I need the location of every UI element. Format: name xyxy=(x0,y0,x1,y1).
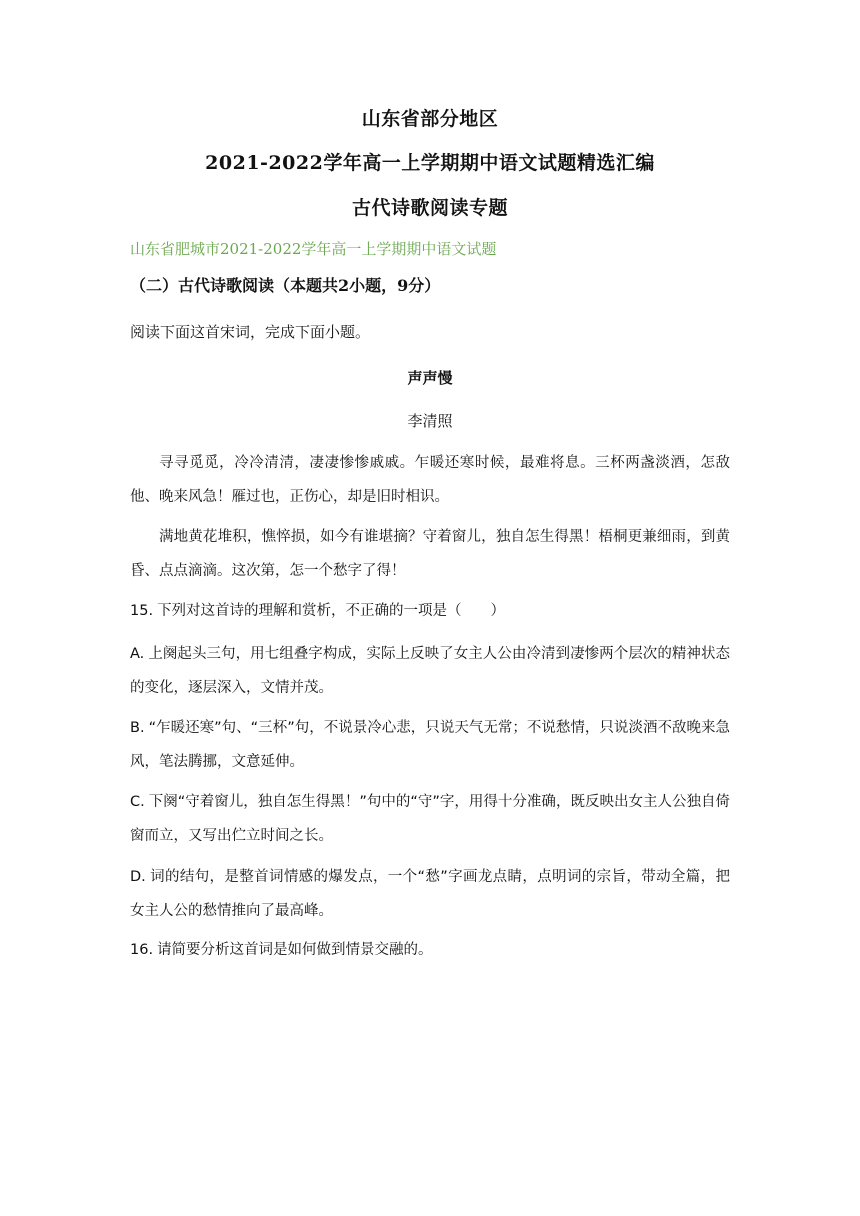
question-15 xyxy=(130,594,730,628)
poem-title: 声声慢 xyxy=(407,369,453,387)
document-title-line3: 古代诗歌阅读专题 xyxy=(351,197,508,219)
option-a xyxy=(130,637,730,705)
option-text: 上阕起头三句，用七组叠字构成，实际上反映了女主人公由冷清到凄惨两个层次的精神状态的变化，逐层深入，文情并茂。 xyxy=(130,646,730,696)
source-label: 山东省肥城市2021-2022学年高一上学期期中语文试题 xyxy=(130,240,497,258)
option-d xyxy=(130,860,730,928)
option-label: A. xyxy=(130,646,145,662)
question-16 xyxy=(130,933,730,967)
option-c xyxy=(130,785,730,853)
option-label: B. xyxy=(130,720,145,736)
question-number: 16. xyxy=(130,942,154,958)
option-text: “乍暖还寒”句、“三杯”句，不说景冷心悲，只说天气无常；不说愁情，只说淡酒不敌晚来急风，笔法腾挪，文意延伸。 xyxy=(130,720,730,770)
question-number: 15. xyxy=(130,603,154,619)
poem-stanza-1: 寻寻觅觅，冷冷清清，凄凄惨惨戚戚。乍暖还寒时候，最难将息。三杯两盏淡酒，怎敌他、晚来风急！雁过也，正伤心，却是旧时相识。 xyxy=(130,455,730,505)
option-label: C. xyxy=(130,794,145,810)
poem-author: 李清照 xyxy=(407,412,453,430)
option-label: D. xyxy=(130,869,146,885)
question-stem: 下列对这首诗的理解和赏析，不正确的一项是（ ） xyxy=(157,603,506,619)
question-stem: 请简要分析这首词是如何做到情景交融的。 xyxy=(157,942,433,958)
poem-stanza-2: 满地黄花堆积，憔悴损，如今有谁堪摘？守着窗儿，独自怎生得黑！梧桐更兼细雨，到黄昏、点点滴滴。这次第，怎一个愁字了得！ xyxy=(130,529,730,579)
document-title-line1: 山东省部分地区 xyxy=(361,108,499,130)
section-heading: （二）古代诗歌阅读（本题共2小题，9分） xyxy=(130,276,441,295)
option-text: 词的结句，是整首词情感的爆发点，一个“愁”字画龙点睛，点明词的宗旨，带动全篇，把女主人公的愁情推向了最高峰。 xyxy=(130,869,730,919)
document-title-line2: 2021-2022学年高一上学期期中语文试题精选汇编 xyxy=(205,152,655,174)
option-text: 下阕“守着窗儿，独自怎生得黑！”句中的“守”字，用得十分准确，既反映出女主人公独自倚窗而立，又写出伫立时间之长。 xyxy=(130,794,730,844)
option-b xyxy=(130,711,730,779)
instruction-text: 阅读下面这首宋词，完成下面小题。 xyxy=(130,323,371,341)
